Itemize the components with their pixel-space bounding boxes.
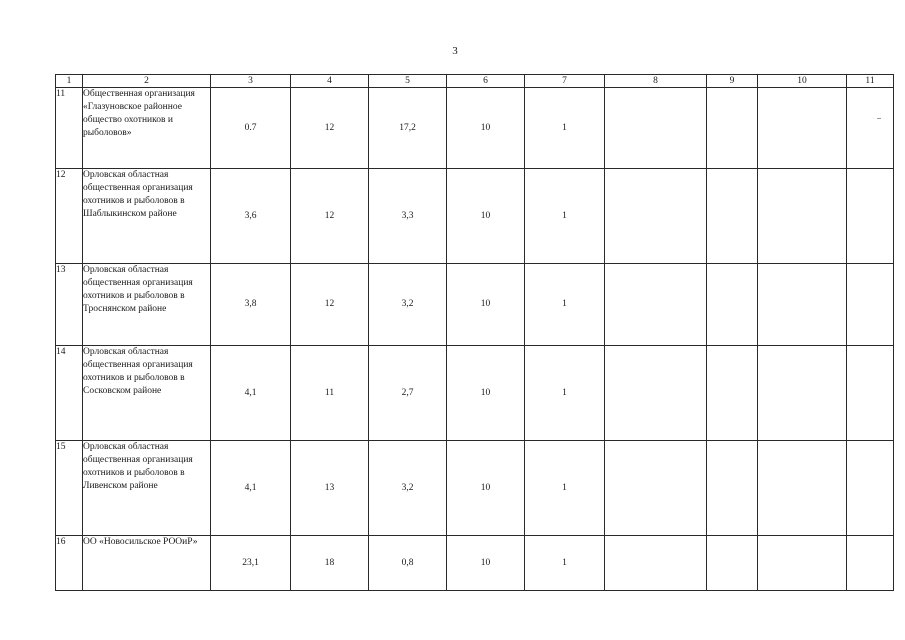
table-row bbox=[56, 536, 894, 591]
column-11-cell bbox=[847, 441, 894, 536]
row-number-cell: 15 bbox=[56, 441, 83, 536]
column-header: 7 bbox=[525, 75, 605, 88]
column-header: 9 bbox=[707, 75, 758, 88]
column-8-cell bbox=[605, 346, 707, 441]
column-7-cell: 1 bbox=[525, 169, 605, 264]
column-10-cell bbox=[758, 169, 847, 264]
column-5-cell: 3,2 bbox=[369, 441, 447, 536]
column-9-cell bbox=[707, 88, 758, 169]
table-row bbox=[56, 264, 894, 346]
column-5-cell: 3,3 bbox=[369, 169, 447, 264]
column-9-cell bbox=[707, 441, 758, 536]
column-11-cell bbox=[847, 536, 894, 591]
column-7-cell: 1 bbox=[525, 441, 605, 536]
column-3-cell: 0.7 bbox=[211, 88, 291, 169]
column-11-cell bbox=[847, 346, 894, 441]
column-3-cell: 3,6 bbox=[211, 169, 291, 264]
column-9-cell bbox=[707, 169, 758, 264]
column-8-cell bbox=[605, 169, 707, 264]
column-5-cell: 3,2 bbox=[369, 264, 447, 346]
column-8-cell bbox=[605, 536, 707, 591]
organization-name-cell: Орловская областная общественная организация охотников и рыболовов в Троснянском районе bbox=[83, 264, 211, 346]
column-3-cell: 23,1 bbox=[211, 536, 291, 591]
column-3-cell: 4,1 bbox=[211, 441, 291, 536]
column-11-cell bbox=[847, 169, 894, 264]
column-header: 6 bbox=[447, 75, 525, 88]
column-header: 4 bbox=[291, 75, 369, 88]
column-7-cell: 1 bbox=[525, 264, 605, 346]
column-header: 2 bbox=[83, 75, 211, 88]
header-row bbox=[56, 75, 894, 88]
column-5-cell: 17,2 bbox=[369, 88, 447, 169]
column-header: 1 bbox=[56, 75, 83, 88]
row-number-cell: 11 bbox=[56, 88, 83, 169]
column-7-cell: 1 bbox=[525, 88, 605, 169]
organization-name-cell: Орловская областная общественная организация охотников и рыболовов в Сосковском районе bbox=[83, 346, 211, 441]
column-6-cell: 10 bbox=[447, 169, 525, 264]
column-7-cell: 1 bbox=[525, 346, 605, 441]
column-header: 5 bbox=[369, 75, 447, 88]
row-number-cell: 14 bbox=[56, 346, 83, 441]
column-9-cell bbox=[707, 346, 758, 441]
row-number-cell: 12 bbox=[56, 169, 83, 264]
column-4-cell: 13 bbox=[291, 441, 369, 536]
table-row bbox=[56, 169, 894, 264]
column-8-cell bbox=[605, 264, 707, 346]
organization-name-cell: Орловская областная общественная организация охотников и рыболовов в Шаблыкинском районе bbox=[83, 169, 211, 264]
column-11-cell bbox=[847, 88, 894, 169]
column-10-cell bbox=[758, 88, 847, 169]
organization-name-cell: Орловская областная общественная организация охотников и рыболовов в Ливенском районе bbox=[83, 441, 211, 536]
column-6-cell: 10 bbox=[447, 346, 525, 441]
table-row bbox=[56, 346, 894, 441]
column-6-cell: 10 bbox=[447, 88, 525, 169]
column-4-cell: 18 bbox=[291, 536, 369, 591]
column-4-cell: 12 bbox=[291, 88, 369, 169]
column-10-cell bbox=[758, 536, 847, 591]
row-number-cell: 13 bbox=[56, 264, 83, 346]
column-header: 3 bbox=[211, 75, 291, 88]
column-6-cell: 10 bbox=[447, 536, 525, 591]
table-row bbox=[56, 441, 894, 536]
organization-name-cell: Общественная организация «Глазуновское районное общество охотников и рыболовов» bbox=[83, 88, 211, 169]
column-9-cell bbox=[707, 536, 758, 591]
column-9-cell bbox=[707, 264, 758, 346]
column-5-cell: 2,7 bbox=[369, 346, 447, 441]
column-3-cell: 4,1 bbox=[211, 346, 291, 441]
column-10-cell bbox=[758, 346, 847, 441]
column-10-cell bbox=[758, 441, 847, 536]
column-3-cell: 3,8 bbox=[211, 264, 291, 346]
organization-name-cell: ОО «Новосильское РООиР» bbox=[83, 536, 211, 591]
scan-mark bbox=[877, 118, 881, 119]
column-5-cell: 0,8 bbox=[369, 536, 447, 591]
row-number-cell: 16 bbox=[56, 536, 83, 591]
column-8-cell bbox=[605, 441, 707, 536]
column-11-cell bbox=[847, 264, 894, 346]
column-6-cell: 10 bbox=[447, 441, 525, 536]
column-4-cell: 12 bbox=[291, 169, 369, 264]
table-row bbox=[56, 88, 894, 169]
column-10-cell bbox=[758, 264, 847, 346]
column-4-cell: 11 bbox=[291, 346, 369, 441]
data-table bbox=[55, 74, 894, 591]
column-header: 8 bbox=[605, 75, 707, 88]
column-7-cell: 1 bbox=[525, 536, 605, 591]
column-4-cell: 12 bbox=[291, 264, 369, 346]
column-header: 11 bbox=[847, 75, 894, 88]
column-header: 10 bbox=[758, 75, 847, 88]
column-8-cell bbox=[605, 88, 707, 169]
page-number: 3 bbox=[452, 45, 458, 57]
column-6-cell: 10 bbox=[447, 264, 525, 346]
